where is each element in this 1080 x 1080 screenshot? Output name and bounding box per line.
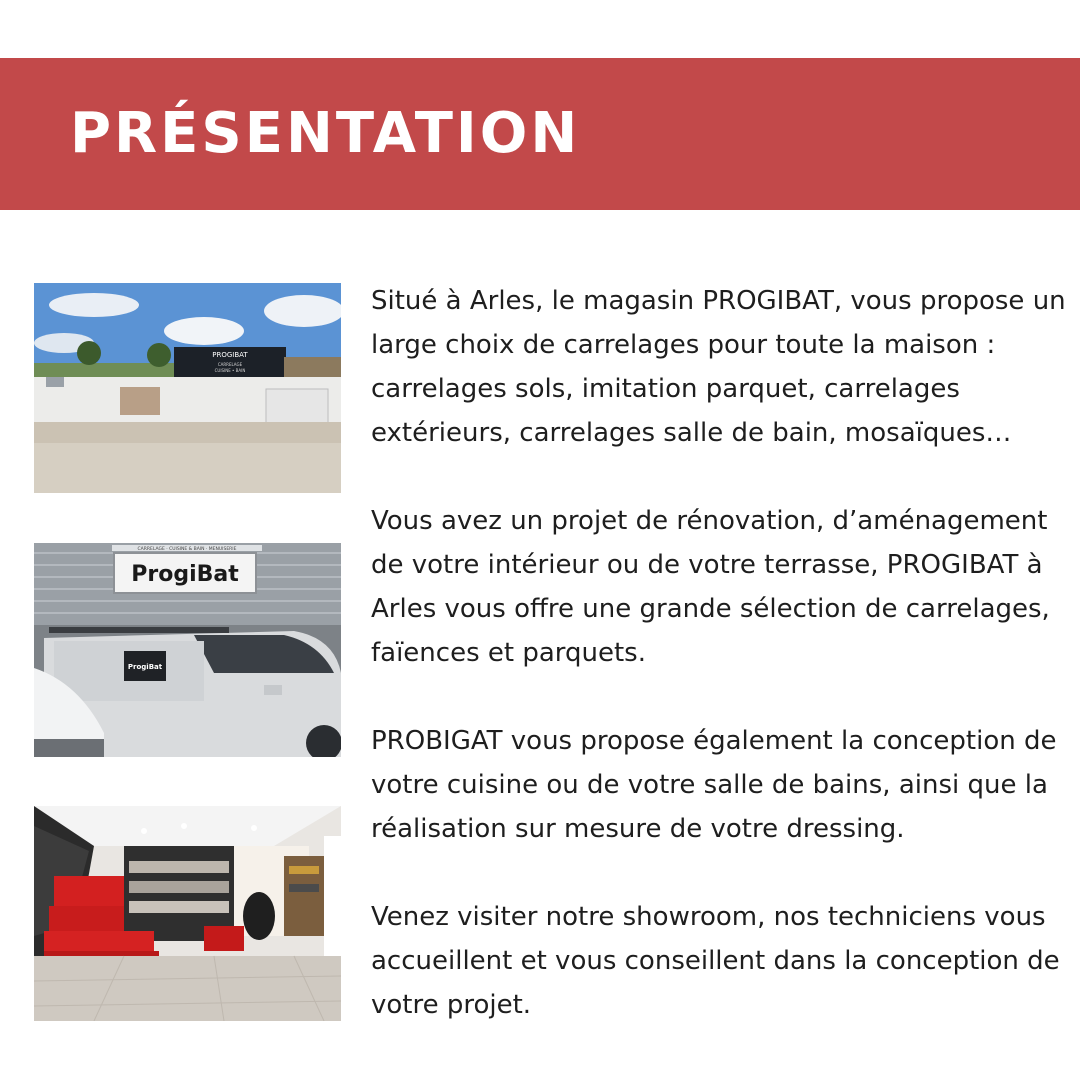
van-logo-text: ProgiBat: [127, 663, 163, 671]
van-photo: [34, 543, 341, 757]
van-sign-top: CARRELAGE · CUISINE & BAIN · MENUISERIE: [137, 547, 237, 552]
storefront-sign-brand: PROGIBAT: [212, 351, 248, 359]
paragraph-intro: Situé à Arles, le magasin PROGIBAT, vous propose un large choix de carrelages pour toute la maison : carrelages sols, imitation parquet, carrelages extérieurs, carrelages salle de bain, mosaïques…: [371, 286, 1066, 448]
paragraph-kitchen-bath: PROBIGAT vous propose également la conception de votre cuisine ou de votre salle de bains, ainsi que la réalisation sur mesure de votre dressing.: [371, 726, 1057, 844]
storefront-photo: [34, 283, 341, 493]
paragraph-showroom: Venez visiter notre showroom, nos techniciens vous accueillent et vous conseillent dans la conception de votre projet.: [371, 902, 1060, 1020]
showroom-photo: [34, 806, 341, 1021]
page-title: PRÉSENTATION: [70, 101, 581, 166]
presentation-text: [371, 279, 1071, 1027]
paragraph-renovation: Vous avez un projet de rénovation, d’aménagement de votre intérieur ou de votre terrasse, PROGIBAT à Arles vous offre une grande sélection de carrelages, faïences et parquets.: [371, 506, 1050, 668]
storefront-sign-line3: CUISINE • BAIN: [214, 368, 246, 373]
van-sign-brand: ProgiBat: [131, 562, 239, 587]
storefront-sign-line2: CARRELAGE: [217, 362, 243, 367]
